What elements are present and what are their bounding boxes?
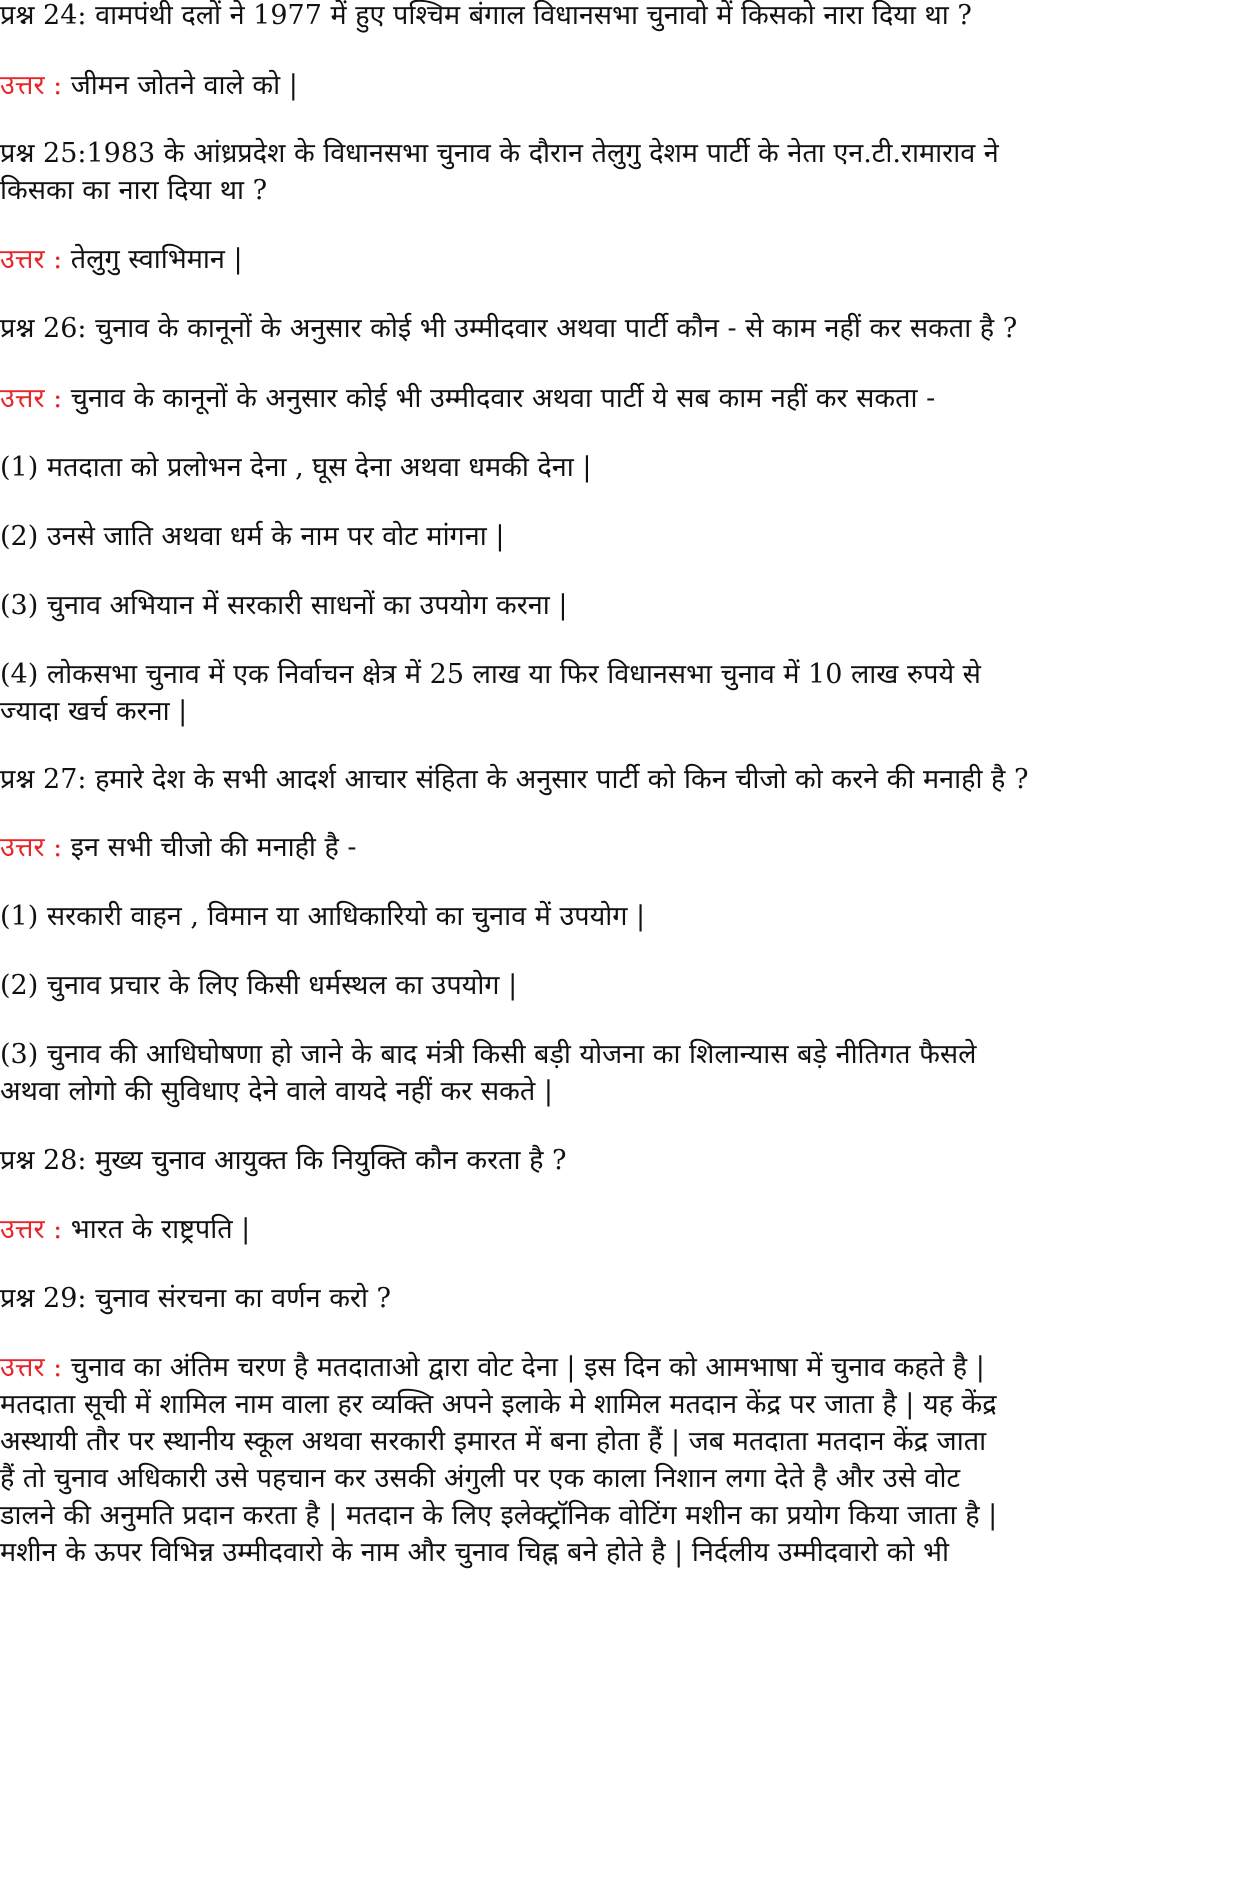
answer-26-item-4-line-2: ज्यादा खर्च करना | xyxy=(0,696,188,727)
answer-label: उत्तर : xyxy=(0,1352,63,1383)
answer-26-item-3: (3) चुनाव अभियान में सरकारी साधनों का उपयोग करना | xyxy=(0,590,568,621)
answer-label: उत्तर : xyxy=(0,1214,63,1245)
question-24: प्रश्न 24: वामपंथी दलों ने 1977 में हुए पश्चिम बंगाल विधानसभा चुनावो में किसको नारा दिया था ? xyxy=(0,0,972,31)
answer-label: उत्तर : xyxy=(0,70,63,101)
answer-26-item-2: (2) उनसे जाति अथवा धर्म के नाम पर वोट मांगना | xyxy=(0,521,505,552)
answer-27-item-3-line-2: अथवा लोगो की सुविधाए देने वाले वायदे नहीं कर सकते | xyxy=(0,1076,553,1107)
answer-29-line-3: अस्थायी तौर पर स्थानीय स्कूल अथवा सरकारी इमारत में बना होता हैं | जब मतदाता मतदान केंद्र जाता xyxy=(0,1426,987,1457)
answer-29-line-5: डालने की अनुमति प्रदान करता है | मतदान के लिए इलेक्ट्रॉनिक वोटिंग मशीन का प्रयोग किया जाता है | xyxy=(0,1500,998,1531)
answer-label: उत्तर : xyxy=(0,244,63,275)
answer-25-text: तेलुगु स्वाभिमान | xyxy=(62,244,243,275)
answer-27-item-1: (1) सरकारी वाहन , विमान या आधिकारियो का चुनाव में उपयोग | xyxy=(0,901,646,932)
answer-27-item-3-line-1: (3) चुनाव की आधिघोषणा हो जाने के बाद मंत्री किसी बड़ी योजना का शिलान्यास बड़े नीतिगत फैसले xyxy=(0,1039,977,1070)
answer-29-line-2: मतदाता सूची में शामिल नाम वाला हर व्यक्ति अपने इलाके मे शामिल मतदान केंद्र पर जाता है | यह केंद्र xyxy=(0,1389,997,1420)
answer-24-text: जीमन जोतने वाले को | xyxy=(62,70,298,101)
answer-label: उत्तर : xyxy=(0,383,63,414)
answer-26 xyxy=(0,377,935,421)
answer-29-line-4: हैं तो चुनाव अधिकारी उसे पहचान कर उसकी अंगुली पर एक काला निशान लगा देते है और उसे वोट xyxy=(0,1463,961,1494)
question-29: प्रश्न 29: चुनाव संरचना का वर्णन करो ? xyxy=(0,1283,392,1314)
answer-27-text: इन सभी चीजो की मनाही है - xyxy=(62,832,357,863)
answer-label: उत्तर : xyxy=(0,832,63,863)
question-26: प्रश्न 26: चुनाव के कानूनों के अनुसार कोई भी उम्मीदवार अथवा पार्टी कौन - से काम नहीं कर सकता है ? xyxy=(0,313,1018,344)
question-27: प्रश्न 27: हमारे देश के सभी आदर्श आचार संहिता के अनुसार पार्टी को किन चीजो को करने की मनाही है ? xyxy=(0,764,1029,795)
answer-24 xyxy=(0,64,298,108)
answer-28 xyxy=(0,1208,250,1252)
answer-27 xyxy=(0,826,357,870)
answer-26-item-1: (1) मतदाता को प्रलोभन देना , घूस देना अथवा धमकी देना | xyxy=(0,452,592,483)
question-25-line-2: किसका का नारा दिया था ? xyxy=(0,175,268,206)
answer-28-text: भारत के राष्ट्रपति | xyxy=(62,1214,251,1245)
answer-29-text-line-1: चुनाव का अंतिम चरण है मतदाताओ द्वारा वोट देना | इस दिन को आमभाषा में चुनाव कहते है | xyxy=(62,1352,985,1383)
answer-26-item-4-line-1: (4) लोकसभा चुनाव में एक निर्वाचन क्षेत्र में 25 लाख या फिर विधानसभा चुनाव में 10 लाख रुपये से xyxy=(0,659,981,690)
answer-26-text: चुनाव के कानूनों के अनुसार कोई भी उम्मीदवार अथवा पार्टी ये सब काम नहीं कर सकता - xyxy=(62,383,936,414)
question-28: प्रश्न 28: मुख्य चुनाव आयुक्त कि नियुक्ति कौन करता है ? xyxy=(0,1145,567,1176)
answer-25 xyxy=(0,238,243,282)
answer-29-line-6: मशीन के ऊपर विभिन्न उम्मीदवारो के नाम और चुनाव चिह्न बने होते है | निर्दलीय उम्मीदवारो को भी xyxy=(0,1537,949,1568)
answer-27-item-2: (2) चुनाव प्रचार के लिए किसी धर्मस्थल का उपयोग | xyxy=(0,970,518,1001)
question-25-line-1: प्रश्न 25:1983 के आंध्रप्रदेश के विधानसभा चुनाव के दौरान तेलुगु देशम पार्टी के नेता एन.टी.रामाराव ने xyxy=(0,138,999,169)
